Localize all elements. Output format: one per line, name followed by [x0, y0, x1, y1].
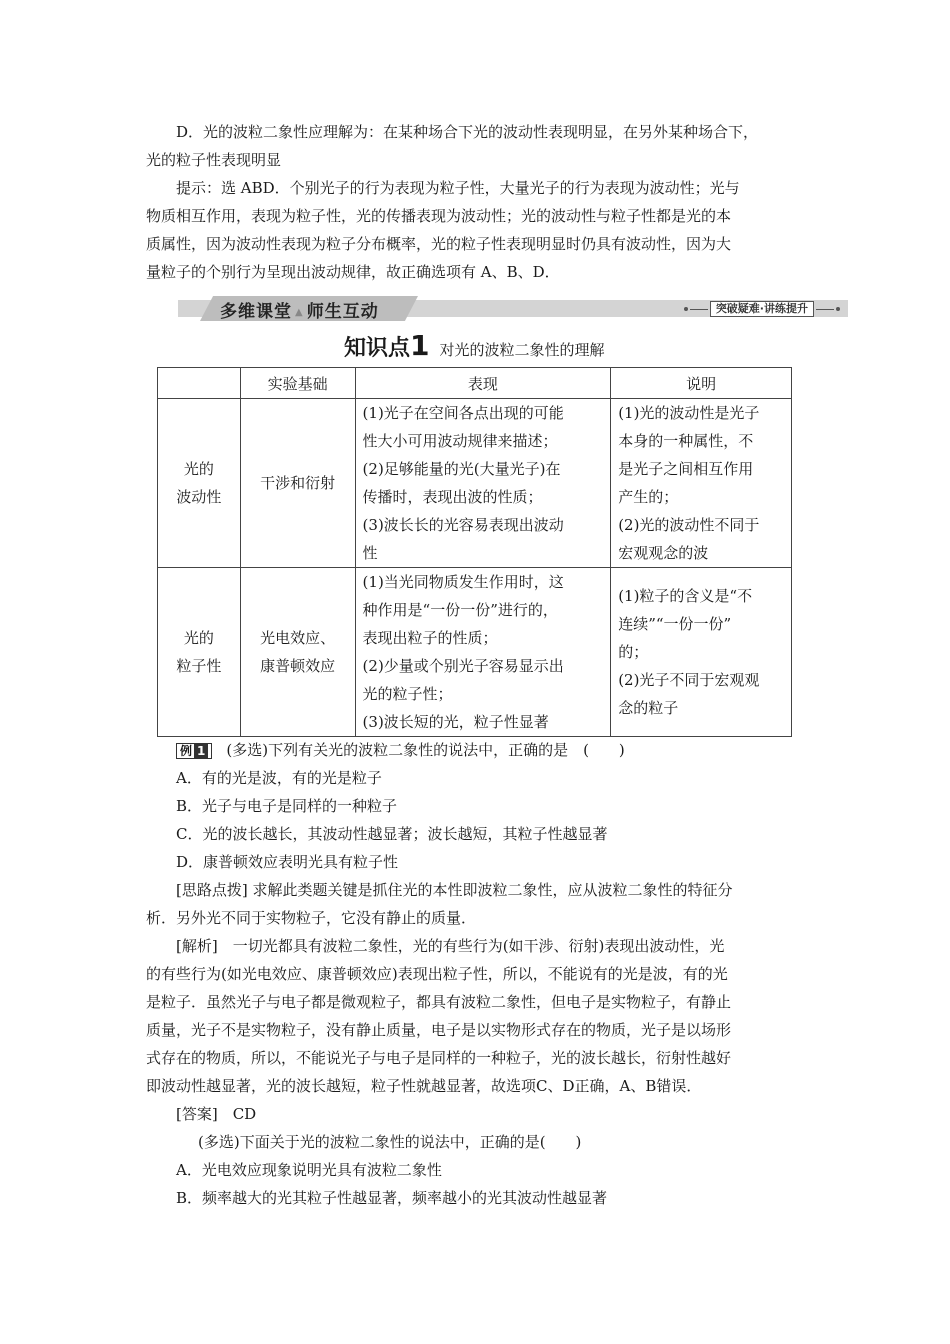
banner-right-label — [684, 301, 840, 317]
table-row — [158, 399, 792, 568]
cell-line: 光电效应、 — [260, 629, 336, 647]
cell-line: 光的 — [183, 460, 214, 478]
hint-line-1: 提示：选 ABD．个别光子的行为表现为粒子性，大量光子的行为表现为波动性；光与 — [176, 179, 740, 197]
cell-line: 是光子之间相互作用 — [618, 460, 754, 478]
example-badge-label: 例 — [180, 744, 193, 758]
practice-option-b: B．频率越大的光其粒子性越显著，频率越小的光其波动性越显著 — [176, 1189, 608, 1207]
cell-line: 粒子性 — [176, 657, 222, 675]
table-header-basis: 实验基础 — [240, 368, 355, 399]
example-option-c: C．光的波长越长，其波动性越显著；波长越短，其粒子性越显著 — [176, 825, 608, 843]
row-name-cell — [158, 568, 241, 737]
cell-line: (2)光的波动性不同于 — [618, 516, 760, 534]
knowledge-table — [157, 367, 792, 737]
cell-line: (2)少量或个别光子容易显示出 — [362, 657, 564, 675]
kp-subtitle: 对光的波粒二象性的理解 — [439, 341, 605, 359]
cell-line: (2)足够能量的光(大量光子)在 — [362, 460, 561, 478]
cell-line: (1)光子在空间各点出现的可能 — [362, 404, 564, 422]
triangle-icon: ▲ — [295, 306, 304, 318]
analysis-line: [解析] 一切光都具有波粒二象性，光的有些行为(如干涉、衍射)表现出波动性，光 — [176, 937, 725, 955]
analysis-line: 是粒子．虽然光子与电子都是微观粒子，都具有波粒二象性，但电子是实物粒子，有静止 — [146, 993, 732, 1011]
row-name-cell — [158, 399, 241, 568]
analysis-line: 即波动性越显著，光的波长越短，粒子性就越显著，故选项C、D正确，A、B错误． — [146, 1077, 702, 1095]
dash-line — [690, 309, 708, 310]
example-badge-number: 1 — [194, 744, 208, 758]
row-performance-cell — [355, 399, 611, 568]
row-basis-cell — [240, 399, 355, 568]
cell-line: (3)波长短的光，粒子性显著 — [362, 713, 549, 731]
cell-line: 表现出粒子的性质； — [362, 629, 498, 647]
dot-icon — [684, 307, 688, 311]
cell-line: 康普顿效应 — [260, 657, 336, 675]
kp-prefix: 知识点 — [344, 336, 411, 361]
banner-title — [220, 297, 379, 322]
option-d-line-2: 光的粒子性表现明显 — [146, 151, 282, 169]
cell-line: 光的粒子性； — [362, 685, 453, 703]
analysis-line: 式存在的物质，所以，不能说光子与电子是同样的一种粒子，光的波长越长，衍射性越好 — [146, 1049, 732, 1067]
example-option-a: A．有的光是波，有的光是粒子 — [176, 769, 382, 787]
analysis-line: 质量，光子不是实物粒子，没有静止质量，电子是以实物形式存在的物质，光子是以场形 — [146, 1021, 732, 1039]
cell-line: 性大小可用波动规律来描述； — [362, 432, 558, 450]
option-d-line-1: D．光的波粒二象性应理解为：在某种场合下光的波动性表现明显，在另外某种场合下， — [176, 123, 759, 141]
banner-right-box: 突破疑难·讲练提升 — [710, 301, 814, 317]
banner-title-left: 多维课堂 — [220, 302, 292, 322]
table-row — [158, 568, 792, 737]
hint-line-3: 质属性，因为波动性表现为粒子分布概率，光的粒子性表现明显时仍具有波动性，因为大 — [146, 235, 732, 253]
table-header-note: 说明 — [611, 368, 792, 399]
cell-line: (2)光子不同于宏观观 — [618, 671, 760, 689]
example-answer: [答案] CD — [176, 1105, 257, 1123]
table-header-row — [158, 368, 792, 399]
cell-line: (1)当光同物质发生作用时，这 — [362, 573, 564, 591]
cell-line: 连续”“一份一份” — [618, 615, 732, 633]
cell-line: 产生的； — [618, 488, 679, 506]
cell-line: 传播时，表现出波的性质； — [362, 488, 543, 506]
section-banner — [178, 296, 848, 321]
hint-line-2: 物质相互作用，表现为粒子性，光的传播表现为波动性；光的波动性与粒子性都是光的本 — [146, 207, 732, 225]
kp-number: 1 — [410, 329, 430, 362]
cell-line: 干涉和衍射 — [260, 474, 336, 492]
row-note-cell — [611, 399, 792, 568]
cell-line: 宏观观念的波 — [618, 544, 709, 562]
example-hint-line-2: 析．另外光不同于实物粒子，它没有静止的质量． — [146, 909, 477, 927]
cell-line: 种作用是“一份一份”进行的， — [362, 601, 558, 619]
table-header-performance: 表现 — [355, 368, 611, 399]
cell-line: (1)光的波动性是光子 — [618, 404, 760, 422]
cell-line: 念的粒子 — [618, 699, 679, 717]
example-badge — [176, 743, 212, 759]
cell-line: 的； — [618, 643, 649, 661]
cell-line: (1)粒子的含义是“不 — [618, 587, 753, 605]
practice-option-a: A．光电效应现象说明光具有波粒二象性 — [176, 1161, 442, 1179]
analysis-line: 的有些行为(如光电效应、康普顿效应)表现出粒子性，所以，不能说有的光是波，有的光 — [146, 965, 728, 983]
dash-line — [816, 309, 834, 310]
row-performance-cell — [355, 568, 611, 737]
example-question-line — [176, 740, 625, 760]
banner-title-right: 师生互动 — [306, 302, 379, 322]
hint-line-4: 量粒子的个别行为呈现出波动规律，故正确选项有 A、B、D． — [146, 263, 560, 281]
cell-line: 本身的一种属性，不 — [618, 432, 754, 450]
example-hint-line-1: [思路点拨] 求解此类题关键是抓住光的本性即波粒二象性，应从波粒二象性的特征分 — [176, 881, 733, 899]
table-header-empty — [158, 368, 241, 399]
practice-question: (多选)下面关于光的波粒二象性的说法中，正确的是( ) — [198, 1133, 582, 1151]
knowledge-point-title — [344, 329, 605, 362]
dot-icon — [836, 307, 840, 311]
cell-line: 光的 — [183, 629, 214, 647]
cell-line: (3)波长长的光容易表现出波动 — [362, 516, 564, 534]
cell-line: 波动性 — [176, 488, 222, 506]
example-option-d: D．康普顿效应表明光具有粒子性 — [176, 853, 399, 871]
row-basis-cell — [240, 568, 355, 737]
example-option-b: B．光子与电子是同样的一种粒子 — [176, 797, 398, 815]
cell-line: 性 — [362, 544, 378, 562]
row-note-cell — [611, 568, 792, 737]
example-question: (多选)下列有关光的波粒二象性的说法中，正确的是 ( ) — [226, 741, 625, 759]
